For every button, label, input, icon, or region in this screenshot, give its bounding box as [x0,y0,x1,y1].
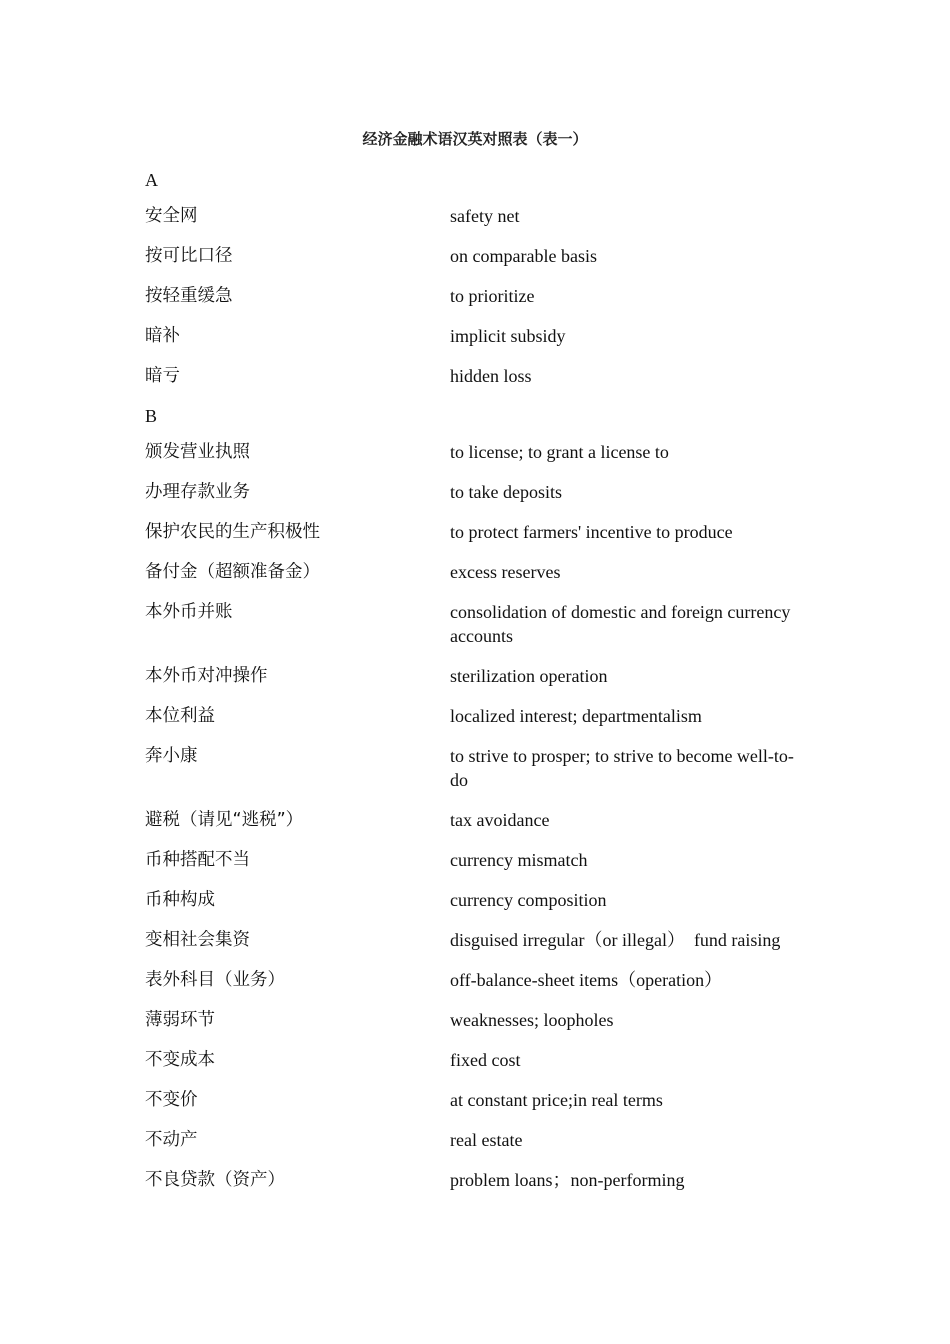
term-english: disguised irregular（or illegal） fund raising [450,930,781,950]
term-chinese: 变相社会集资 [145,930,250,950]
term-english: weaknesses; loopholes [450,1010,614,1030]
term-english: problem loans；non-performing [450,1170,685,1190]
term-row [145,1084,810,1124]
term-english: currency mismatch [450,850,588,870]
term-english: fixed cost [450,1050,521,1070]
term-chinese: 不变成本 [145,1050,215,1070]
term-chinese: 保护农民的生产积极性 [145,522,320,542]
term-english: excess reserves [450,562,561,582]
term-english: currency composition [450,890,607,910]
term-row [145,436,810,476]
term-english: consolidation of domestic and foreign currency accounts [450,602,791,646]
term-chinese: 按轻重缓急 [145,286,233,306]
term-row [145,844,810,884]
term-row [145,240,810,280]
term-chinese: 不动产 [145,1130,198,1150]
term-row [145,200,810,240]
term-row [145,1004,810,1044]
term-english: to protect farmers' incentive to produce [450,522,733,542]
term-english: tax avoidance [450,810,550,830]
term-english: safety net [450,206,520,226]
glossary-list [145,164,810,1204]
term-row [145,884,810,924]
term-chinese: 颁发营业执照 [145,442,250,462]
term-row [145,804,810,844]
term-chinese: 币种构成 [145,890,215,910]
term-english: to strive to prosper; to strive to become well-to-do [450,746,794,790]
section-letter: B [145,406,158,426]
term-chinese: 奔小康 [145,746,198,766]
term-row [145,516,810,556]
term-chinese: 不良贷款（资产） [145,1170,285,1190]
term-english: on comparable basis [450,246,597,266]
term-chinese: 办理存款业务 [145,482,250,502]
term-row [145,700,810,740]
document-title: 经济金融术语汉英对照表（表一） [362,130,588,148]
term-english: to license; to grant a license to [450,442,669,462]
term-english: to prioritize [450,286,535,306]
term-row [145,596,810,660]
term-row [145,320,810,360]
term-chinese: 本外币对冲操作 [145,666,268,686]
section-letter: A [145,170,158,190]
term-row [145,964,810,1004]
term-chinese: 币种搭配不当 [145,850,250,870]
term-row [145,660,810,700]
term-english: off-balance-sheet items（operation） [450,970,723,990]
term-chinese: 表外科目（业务） [145,970,285,990]
term-row [145,740,810,804]
term-english: real estate [450,1130,523,1150]
term-row [145,360,810,400]
term-english: localized interest; departmentalism [450,706,702,726]
term-chinese: 按可比口径 [145,246,233,266]
term-chinese: 备付金（超额准备金） [145,562,320,582]
term-english: implicit subsidy [450,326,566,346]
term-english: to take deposits [450,482,562,502]
term-chinese: 本外币并账 [145,602,233,622]
term-chinese: 暗补 [145,326,180,346]
term-row [145,476,810,516]
term-chinese: 薄弱环节 [145,1010,215,1030]
term-chinese: 安全网 [145,206,198,226]
term-chinese: 暗亏 [145,366,180,386]
term-row [145,1164,810,1204]
term-chinese: 避税（请见“逃税”） [145,810,304,830]
term-chinese: 本位利益 [145,706,215,726]
term-row [145,1044,810,1084]
term-english: at constant price;in real terms [450,1090,663,1110]
term-row [145,556,810,596]
term-english: hidden loss [450,366,532,386]
term-row [145,280,810,320]
term-row [145,1124,810,1164]
term-english: sterilization operation [450,666,608,686]
term-row [145,924,810,964]
term-chinese: 不变价 [145,1090,198,1110]
